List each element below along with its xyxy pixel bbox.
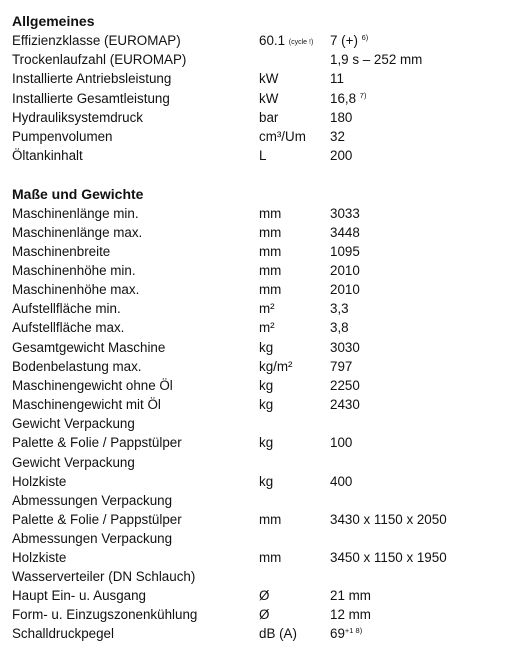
spec-label: Gewicht Verpackung (12, 416, 135, 431)
spec-value: 7 (+) $^{6)}$ (330, 33, 369, 48)
diameter-icon: Ø (259, 607, 270, 622)
spec-unit: kW (259, 71, 279, 86)
spec-value: 797 (330, 359, 353, 374)
spec-label: Gesamtgewicht Maschine (12, 340, 166, 355)
spec-row (12, 586, 512, 605)
spec-unit: cm³/Um (259, 129, 306, 144)
spec-row (12, 510, 512, 529)
spec-row-dry-cycle (12, 50, 512, 69)
spec-label: Installierte Antriebsleistung (12, 71, 172, 86)
spec-label: Abmessungen Verpackung (12, 493, 173, 508)
spec-value: 21 mm (330, 588, 371, 603)
spec-value: $69^{+1 8)}$ (330, 626, 363, 641)
spec-label: Maschinenlänge max. (12, 225, 143, 240)
spec-row (12, 395, 512, 414)
spec-label: Holzkiste (12, 550, 67, 565)
section-heading-dimensions: Maße und Gewichte (12, 186, 144, 202)
spec-row-oil-tank (12, 146, 512, 165)
spec-unit: 60.1 (cycle !) (259, 33, 314, 48)
section-heading-general: Allgemeines (12, 13, 95, 29)
spec-value: 3,3 (330, 301, 349, 316)
spec-row (12, 453, 512, 472)
spec-row (12, 204, 512, 223)
spec-value: 3,8 (330, 320, 349, 335)
spec-label: Aufstellfläche min. (12, 301, 121, 316)
spec-unit: mm (259, 244, 282, 259)
spec-label: Haupt Ein- u. Ausgang (12, 588, 146, 603)
spec-unit: kg (259, 397, 274, 412)
spec-unit: mm (259, 263, 282, 278)
spec-value: 11 (330, 71, 344, 86)
spec-label: Maschinengewicht ohne Öl (12, 378, 173, 393)
spec-unit: mm (259, 282, 282, 297)
spec-unit: kg (259, 378, 274, 393)
spec-value: 2250 (330, 378, 360, 393)
spec-row (12, 529, 512, 548)
spec-label: Palette & Folie / Pappstülper (12, 512, 182, 527)
spec-unit: mm (259, 550, 282, 565)
spec-label: Pumpenvolumen (12, 129, 113, 144)
spec-value: 2010 (330, 263, 360, 278)
spec-row-efficiency (12, 31, 512, 50)
spec-unit: mm (259, 206, 282, 221)
footnote-ref: 7) (359, 91, 367, 100)
spec-row-hydraulic-pressure (12, 108, 512, 127)
footnote-ref: 6) (361, 33, 369, 42)
unit-note: (cycle !) (288, 39, 314, 46)
spec-unit: bar (259, 110, 279, 125)
spec-unit: dB (A) (259, 626, 297, 641)
spec-value: 3448 (330, 225, 360, 240)
spec-unit: kg (259, 340, 274, 355)
spec-row (12, 605, 512, 624)
spec-unit: mm (259, 512, 282, 527)
spec-value: 2430 (330, 397, 360, 412)
spec-unit: mm (259, 225, 282, 240)
spec-unit: m² (259, 320, 275, 335)
spec-row (12, 261, 512, 280)
spec-value: 16,8 $^{7)}$ (330, 91, 367, 106)
spec-value: 100 (330, 435, 353, 450)
spec-unit: kW (259, 91, 279, 106)
spec-value: 400 (330, 474, 353, 489)
spec-row (12, 491, 512, 510)
spec-row (12, 414, 512, 433)
spec-label: Maschinenhöhe max. (12, 282, 140, 297)
spec-label: Trockenlaufzahl (EUROMAP) (12, 52, 187, 67)
spec-row (12, 299, 512, 318)
spec-value: 12 mm (330, 607, 371, 622)
spec-label: Maschinenbreite (12, 244, 111, 259)
spec-label: Schalldruckpegel (12, 626, 114, 641)
spec-label: Form- u. Einzugszonenkühlung (12, 607, 198, 622)
spec-label: Hydrauliksystemdruck (12, 110, 143, 125)
spec-row (12, 376, 512, 395)
spec-label: Maschinenhöhe min. (12, 263, 136, 278)
spec-unit: L (259, 148, 267, 163)
spec-value: 200 (330, 148, 353, 163)
spec-row (12, 338, 512, 357)
spec-row-pump-volume (12, 127, 512, 146)
spec-label: Gewicht Verpackung (12, 455, 135, 470)
spec-unit: m² (259, 301, 275, 316)
spec-row-total-power (12, 89, 512, 108)
spec-row-drive-power (12, 69, 512, 88)
spec-label: Palette & Folie / Pappstülper (12, 435, 182, 450)
spec-label: Aufstellfläche max. (12, 320, 125, 335)
spec-label: Effizienzklasse (EUROMAP) (12, 33, 181, 48)
spec-value: 1095 (330, 244, 360, 259)
footnote-ref: +1 8) (344, 626, 363, 635)
spec-unit: kg (259, 435, 274, 450)
spec-row (12, 433, 512, 452)
diameter-icon: Ø (259, 588, 270, 603)
spec-value: 32 (330, 129, 345, 144)
spec-label: Maschinengewicht mit Öl (12, 397, 161, 412)
spec-row (12, 624, 512, 643)
spec-value: 180 (330, 110, 353, 125)
spec-value: 3450 x 1150 x 1950 (330, 550, 447, 565)
spec-row (12, 357, 512, 376)
spec-value: 2010 (330, 282, 360, 297)
spec-row (12, 280, 512, 299)
spec-label: Abmessungen Verpackung (12, 531, 173, 546)
spec-row (12, 567, 512, 586)
spec-row (12, 223, 512, 242)
spec-label: Installierte Gesamtleistung (12, 91, 170, 106)
spec-label: Bodenbelastung max. (12, 359, 142, 374)
spec-label: Maschinenlänge min. (12, 206, 139, 221)
spec-value: 3030 (330, 340, 360, 355)
spec-value: 1,9 s – 252 mm (330, 52, 423, 67)
spec-label: Öltankinhalt (12, 148, 83, 163)
spec-unit: kg (259, 474, 274, 489)
spec-row (12, 242, 512, 261)
spec-row (12, 472, 512, 491)
spec-label: Wasserverteiler (DN Schlauch) (12, 569, 196, 584)
spec-row (12, 548, 512, 567)
spec-value: 3033 (330, 206, 360, 221)
spec-row (12, 318, 512, 337)
spec-unit: kg/m² (259, 359, 293, 374)
spec-label: Holzkiste (12, 474, 67, 489)
spec-value: 3430 x 1150 x 2050 (330, 512, 447, 527)
